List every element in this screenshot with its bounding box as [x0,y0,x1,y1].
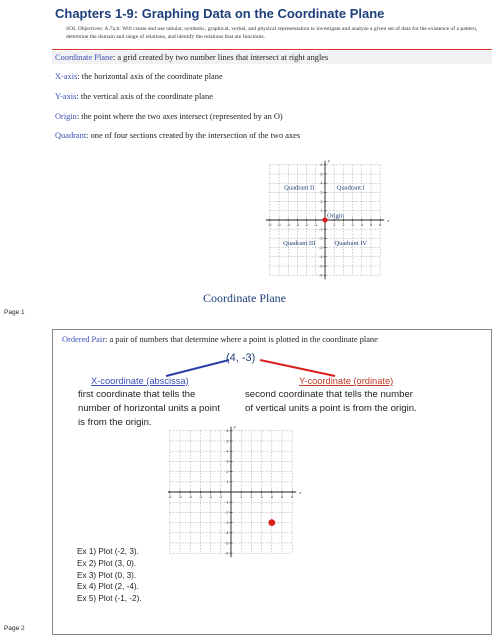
bottom-y-axis-label: y [234,424,236,429]
top-x-tick-label: -5 [277,223,281,227]
top-y-tick-label: 2 [320,199,323,204]
bottom-y-tick-label: 3 [226,459,229,464]
quadrant-label: Quadrant I [336,184,365,192]
top-y-tick-label: -3 [319,245,323,250]
top-y-tick-label: 6 [320,163,323,168]
top-x-axis-label: x [387,218,390,223]
bottom-x-tick-label: -6 [168,495,172,499]
plotted-point [268,519,275,526]
y-coordinate-heading: Y-coordinate (ordinate) [299,376,394,386]
bottom-x-tick-label: 5 [280,495,284,499]
example-item: Ex 4) Plot (2, -4). [77,582,139,592]
definition-y-axis: Y-axis: the vertical axis of the coordinate plane [55,92,213,101]
bottom-y-tick-label: 5 [226,439,229,444]
bottom-y-tick-label: -5 [225,541,229,546]
top-x-tick-label: 3 [351,223,354,227]
top-x-tick-label: -2 [304,223,309,227]
bottom-x-tick-label: 3 [260,495,263,499]
page-label-1: Page 1 [4,309,25,316]
quadrant-label: Quadrant III [283,239,316,247]
top-y-tick-label: 5 [320,172,323,177]
top-y-tick-label: -1 [319,227,323,232]
ordered-pair-example: (4, -3) [226,352,256,364]
example-item: Ex 2) Plot (3, 0). [77,558,137,568]
bottom-x-tick-label: 4 [270,495,273,499]
y-coordinate-description: second coordinate that tells the number of vertical units a point is from the origin. [245,389,417,414]
quadrant-label: Quadrant IV [334,239,368,247]
top-x-tick-label: 1 [333,223,336,227]
bottom-x-tick-label: 6 [291,495,294,499]
bottom-x-tick-label: -2 [208,495,213,499]
bottom-x-tick-label: 1 [240,495,243,499]
top-x-tick-label: 2 [342,223,345,227]
top-y-tick-label: -5 [319,264,323,269]
top-y-tick-label: 3 [320,190,323,195]
quadrant-label: Quadrant II [284,184,315,192]
top-y-tick-label: -4 [319,255,323,260]
top-x-tick-label: 5 [369,223,373,227]
origin-label: Origin [327,212,344,220]
example-list [77,546,142,605]
top-x-tick-label: -6 [268,223,272,227]
bottom-x-axis-label: x [299,490,302,495]
bottom-x-tick-label: -1 [219,495,223,499]
example-item: Ex 5) Plot (-1, -2). [77,594,142,604]
bottom-x-tick-label: 2 [250,495,253,499]
bottom-y-tick-label: 4 [226,449,229,454]
x-coordinate-heading: X-coordinate (abscissa) [91,376,189,386]
bottom-y-tick-label: -1 [225,500,229,505]
definition-coordinate-plane: Coordinate Plane: a grid created by two number lines that intersect at right angles [55,53,329,62]
top-x-tick-label: -4 [286,223,290,227]
page-label-2: Page 2 [4,625,25,632]
bottom-y-tick-label: -3 [225,520,229,525]
graph-caption: Coordinate Plane [203,291,286,305]
top-x-tick-label: -3 [295,223,300,227]
bottom-y-tick-label: 1 [226,480,229,485]
top-x-tick-label: 6 [379,223,382,227]
top-y-tick-label: -2 [319,236,323,241]
top-y-tick-label: -6 [319,273,323,278]
bottom-x-tick-label: -5 [178,495,182,499]
bottom-x-tick-label: -3 [198,495,203,499]
bottom-y-tick-label: -2 [225,510,229,515]
definition-origin: Origin: the point where the two axes intersect (represented by an O) [55,112,283,121]
top-y-axis-label: y [328,157,330,163]
bottom-y-tick-label: 2 [226,469,229,474]
page-title: Chapters 1-9: Graphing Data on the Coordinate Plane [55,6,385,21]
top-x-tick-label: -1 [314,223,318,227]
bottom-y-tick-label: 6 [226,429,229,434]
top-y-tick-label: 1 [320,209,323,214]
bottom-x-tick-label: -4 [188,495,192,499]
bottom-y-tick-label: -6 [225,551,229,556]
example-item: Ex 3) Plot (0, 3). [77,570,137,580]
practice-grid [168,424,330,582]
definition-x-axis: X-axis: the horizontal axis of the coordinate plane [55,72,223,81]
definition-ordered-pair: Ordered Pair: a pair of numbers that determine where a point is plotted in the coordinate plane [62,335,378,344]
definition-quadrant: Quadrant: one of four sections created by the intersection of the two axes [55,131,301,140]
y-arrow [260,360,335,376]
top-y-tick-label: 4 [320,181,323,186]
example-item: Ex 1) Plot (-2, 3). [77,547,139,556]
sol-objectives: SOL Objectives: A.7a,b: Will create and use tabular, symbolic, graphical, verbal, and physical representation to investigate and analyze a given set of data for the existence of a pattern, determine the domain and range of relations, and identify the relations that are functions. [66,26,478,40]
top-x-tick-label: 4 [360,223,363,227]
x-coordinate-description: first coordinate that tells the number of horizontal units a point is from the origin. [78,389,220,428]
x-arrow [166,360,229,376]
bottom-y-tick-label: -4 [225,531,229,536]
